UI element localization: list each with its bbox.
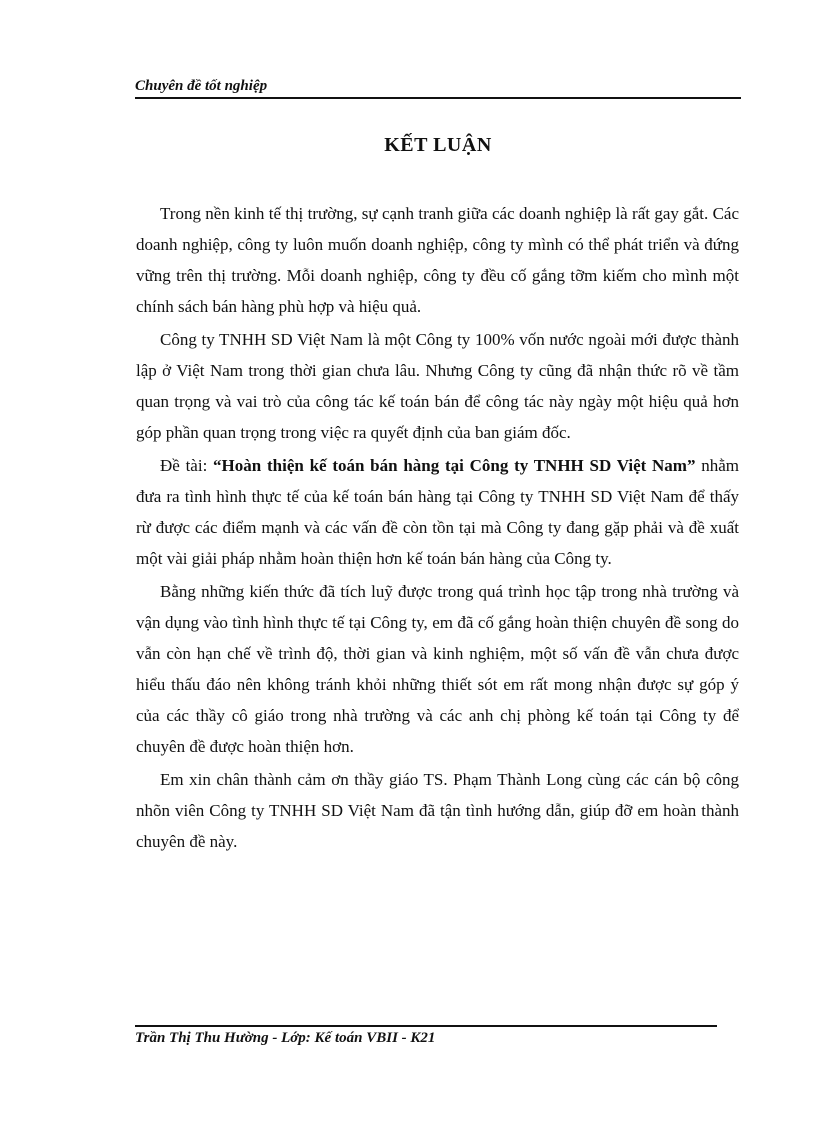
paragraph-topic	[136, 450, 739, 574]
header-title: Chuyên đề tốt nghiệp	[135, 78, 268, 94]
document-body	[136, 198, 739, 857]
page-header	[135, 76, 741, 99]
paragraph-market-competition: Trong nền kinh tế thị trường, sự cạnh tranh giữa các doanh nghiệp là rất gay gắt. Các doanh nghiệp, công ty luôn muốn doanh nghiệp, công ty mình có thể phát triển và đứng vững trên thị trường. Mỗi doanh nghiệp, công ty đều cố gắng tỡm kiếm cho mình một chính sách bán hàng phù hợp và hiệu quả.	[136, 204, 739, 316]
topic-description: nhằm đưa ra tình hình thực tế của kế toán bán hàng tại Công ty TNHH SD Việt Nam để thấy rừ được các điểm mạnh và các vấn đề còn tồn tại mà Công ty đang gặp phải và đề xuất một vài giải pháp nhằm hoàn thiện hơn kế toán bán hàng của Công ty.	[136, 456, 739, 568]
document-heading: KẾT LUẬN	[384, 134, 492, 156]
footer-author: Trần Thị Thu Hường - Lớp: Kế toán VBII - K21	[135, 1030, 436, 1046]
topic-prefix: Đề tài:	[160, 456, 214, 475]
paragraph-knowledge: Bằng những kiến thức đã tích luỹ được trong quá trình học tập trong nhà trường và vận dụng vào tình hình thực tế tại Công ty, em đã cố gắng hoàn thiện chuyên đề song do vẫn còn hạn chế về trình độ, thời gian và kinh nghiệm, một số vấn đề vẫn chưa được hiểu thấu đáo nên không tránh khỏi những thiết sót em rất mong nhận được sự góp ý của các thầy cô giáo trong nhà trường và các anh chị phòng kế toán tại Công ty để chuyên đề được hoàn thiện hơn.	[136, 582, 739, 756]
topic-title: “Hoàn thiện kế toán bán hàng tại Công ty TNHH SD Việt Nam”	[213, 456, 696, 475]
paragraph-acknowledgement: Em xin chân thành cảm ơn thầy giáo TS. Phạm Thành Long cùng các cán bộ công nhõn viên Công ty TNHH SD Việt Nam đã tận tình hướng dẫn, giúp đỡ em hoàn thành chuyên đề này.	[136, 770, 739, 851]
footer-divider	[135, 1025, 717, 1027]
paragraph-company-overview: Công ty TNHH SD Việt Nam là một Công ty 100% vốn nước ngoài mới được thành lập ở Việt Nam trong thời gian chưa lâu. Nhưng Công ty cũng đã nhận thức rõ về tầm quan trọng và vai trò của công tác kế toán bán để công tác này ngày một hiệu quả hơn góp phần quan trọng trong việc ra quyết định của ban giám đốc.	[136, 330, 739, 442]
